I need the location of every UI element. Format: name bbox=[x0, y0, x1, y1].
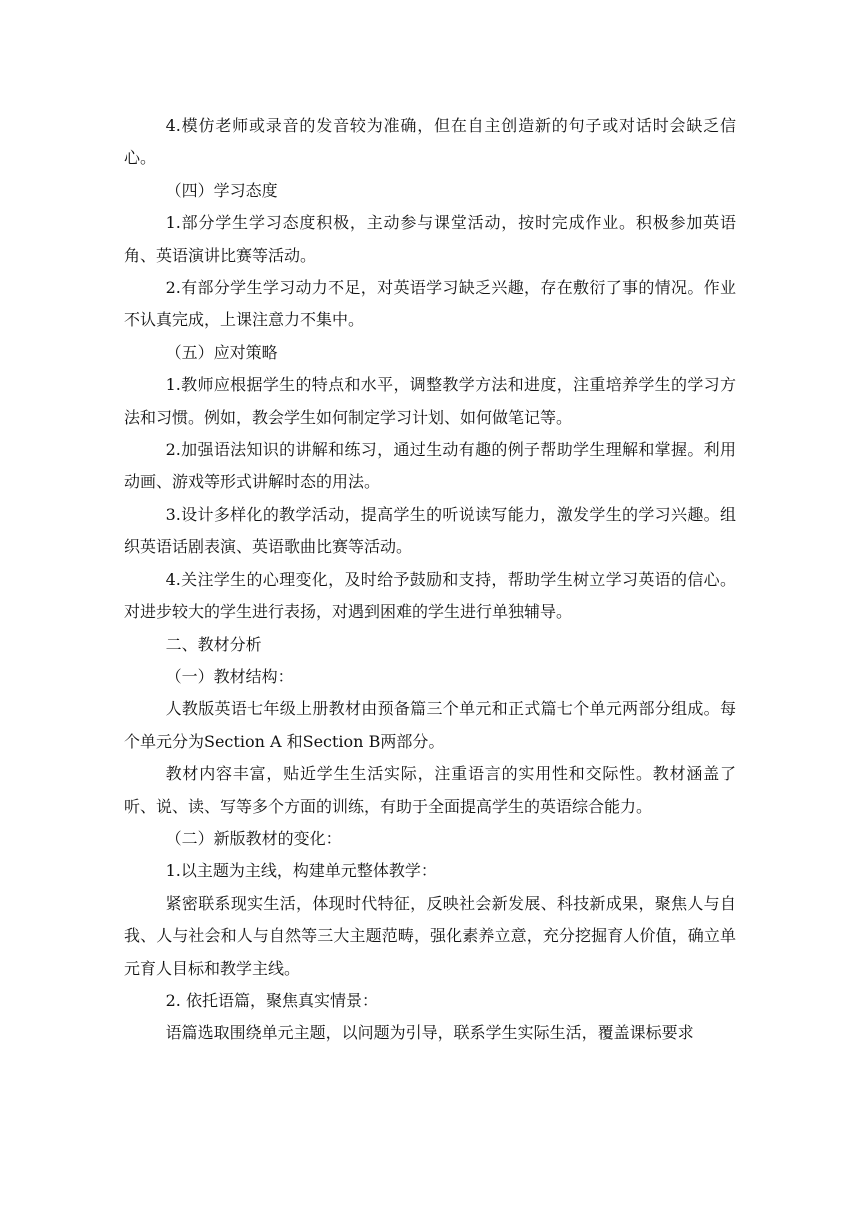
heading-learning-attitude: （四）学习态度 bbox=[165, 180, 278, 200]
paragraph-attitude-positive: 1.部分学生学习态度积极，主动参与课堂活动，按时完成作业。积极参加英语角、英语演讲比赛等活动。 bbox=[124, 213, 736, 265]
paragraph-strategy-4: 4.关注学生的心理变化，及时给予鼓励和支持，帮助学生树立学习英语的信心。对进步较大的学生进行表扬，对遇到困难的学生进行单独辅导。 bbox=[124, 569, 736, 622]
paragraph-change-2-title: 2. 依托语篇，聚焦真实情景： bbox=[165, 990, 378, 1010]
paragraph-imitation-confidence: 4.模仿老师或录音的发音较为准确，但在自主创造新的句子或对话时会缺乏信心。 bbox=[124, 116, 736, 168]
paragraph-change-1-title: 1.以主题为主线，构建单元整体教学： bbox=[165, 861, 437, 881]
paragraph-structure-units: 人教版英语七年级上册教材由预备篇三个单元和正式篇七个单元两部分组成。每个单元分为Section A 和Section B两部分。 bbox=[124, 699, 736, 751]
document-body bbox=[124, 110, 736, 1050]
paragraph-strategy-1: 1.教师应根据学生的特点和水平，调整教学方法和进度，注重培养学生的学习方法和习惯。例如，教会学生如何制定学习计划、如何做笔记等。 bbox=[124, 375, 736, 427]
heading-strategies: （五）应对策略 bbox=[165, 342, 278, 362]
paragraph-strategy-3: 3.设计多样化的教学活动，提高学生的听说读写能力，激发学生的学习兴趣。组织英语话剧表演、英语歌曲比赛等活动。 bbox=[124, 504, 736, 557]
paragraph-strategy-2: 2.加强语法知识的讲解和练习，通过生动有趣的例子帮助学生理解和掌握。利用动画、游戏等形式讲解时态的用法。 bbox=[124, 440, 736, 492]
paragraph-attitude-negative: 2.有部分学生学习动力不足，对英语学习缺乏兴趣，存在敷衍了事的情况。作业不认真完成，上课注意力不集中。 bbox=[124, 278, 736, 330]
paragraph-change-2-body: 语篇选取围绕单元主题，以问题为引导，联系学生实际生活，覆盖课标要求 bbox=[165, 1023, 694, 1043]
heading-new-edition-changes: （二）新版教材的变化： bbox=[165, 828, 342, 848]
paragraph-change-1-body: 紧密联系现实生活，体现时代特征，反映社会新发展、科技新成果，聚焦人与自我、人与社会和人与自然等三大主题范畴，强化素养立意，充分挖掘育人价值，确立单元育人目标和教学主线。 bbox=[124, 893, 736, 978]
paragraph-structure-content: 教材内容丰富，贴近学生生活实际，注重语言的实用性和交际性。教材涵盖了听、说、读、写等多个方面的训练，有助于全面提高学生的英语综合能力。 bbox=[124, 764, 736, 816]
heading-textbook-structure: （一）教材结构： bbox=[165, 666, 294, 686]
heading-textbook-analysis: 二、教材分析 bbox=[165, 634, 262, 654]
